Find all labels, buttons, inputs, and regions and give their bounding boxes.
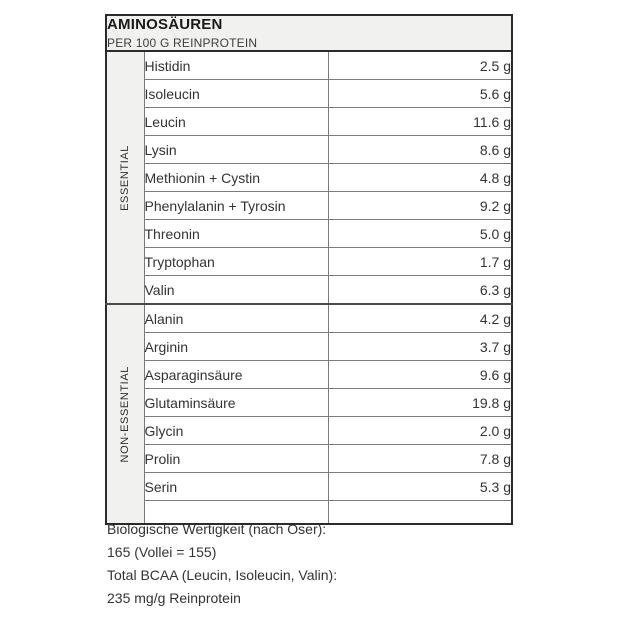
amino-acid-value: 11.6 g [328, 108, 512, 136]
table-row [106, 276, 512, 305]
table-row [106, 361, 512, 389]
amino-acid-name: Glycin [144, 417, 328, 445]
biological-value-label: Biologische Wertigkeit (nach Oser): [107, 521, 327, 537]
amino-acid-name: Histidin [144, 51, 328, 80]
table-header-cell [106, 15, 512, 51]
amino-acid-name: Lysin [144, 136, 328, 164]
amino-acid-value: 7.8 g [328, 445, 512, 473]
amino-acid-name: Asparaginsäure [144, 361, 328, 389]
amino-table-body [106, 15, 512, 524]
section-label-cell [106, 51, 144, 304]
amino-acid-value: 6.3 g [328, 276, 512, 305]
biological-value-number: 165 (Vollei = 155) [107, 544, 217, 560]
footer-notes [107, 518, 337, 610]
amino-acid-name: Tryptophan [144, 248, 328, 276]
amino-acid-name: Alanin [144, 304, 328, 333]
table-row [106, 164, 512, 192]
section-label: ESSENTIAL [119, 144, 132, 211]
amino-acid-name: Phenylalanin + Tyrosin [144, 192, 328, 220]
table-row [106, 473, 512, 501]
table-row [106, 389, 512, 417]
amino-acid-name: Isoleucin [144, 80, 328, 108]
empty-cell [328, 501, 512, 525]
amino-acids-table [105, 14, 513, 525]
amino-acid-name: Methionin + Cystin [144, 164, 328, 192]
amino-acid-value: 4.2 g [328, 304, 512, 333]
table-row [106, 248, 512, 276]
table-header-row [106, 15, 512, 51]
table-row [106, 80, 512, 108]
section-label: NON-ESSENTIAL [119, 365, 132, 463]
table-row [106, 192, 512, 220]
section-label-cell [106, 304, 144, 524]
table-row [106, 51, 512, 80]
amino-acid-value: 3.7 g [328, 333, 512, 361]
table-row [106, 108, 512, 136]
amino-acid-name: Prolin [144, 445, 328, 473]
amino-acid-name: Leucin [144, 108, 328, 136]
amino-acid-name: Serin [144, 473, 328, 501]
amino-acid-name: Threonin [144, 220, 328, 248]
table-row [106, 136, 512, 164]
amino-acid-name: Valin [144, 276, 328, 305]
amino-acid-value: 9.6 g [328, 361, 512, 389]
table-row [106, 304, 512, 333]
table-title: AMINOSÄUREN [107, 16, 223, 33]
amino-acid-name: Arginin [144, 333, 328, 361]
amino-acid-value: 1.7 g [328, 248, 512, 276]
table-row [106, 417, 512, 445]
amino-acid-value: 2.5 g [328, 51, 512, 80]
table-row [106, 445, 512, 473]
amino-acid-value: 2.0 g [328, 417, 512, 445]
amino-acid-value: 4.8 g [328, 164, 512, 192]
amino-acid-value: 19.8 g [328, 389, 512, 417]
amino-acid-name: Glutaminsäure [144, 389, 328, 417]
amino-acid-value: 9.2 g [328, 192, 512, 220]
amino-acid-value: 5.3 g [328, 473, 512, 501]
table-row [106, 220, 512, 248]
total-bcaa-number: 235 mg/g Reinprotein [107, 590, 241, 606]
total-bcaa-label: Total BCAA (Leucin, Isoleucin, Valin): [107, 567, 338, 583]
amino-acid-value: 5.0 g [328, 220, 512, 248]
table-row [106, 333, 512, 361]
amino-acid-value: 8.6 g [328, 136, 512, 164]
amino-acid-value: 5.6 g [328, 80, 512, 108]
table-subtitle: PER 100 G REINPROTEIN [107, 36, 258, 50]
